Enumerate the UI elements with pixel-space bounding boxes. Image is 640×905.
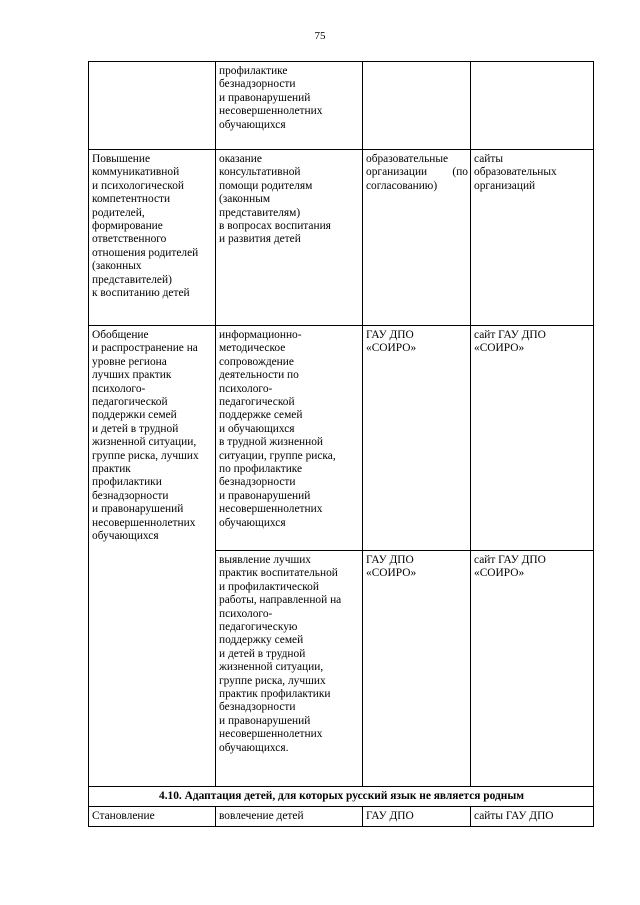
table-row xyxy=(89,326,594,551)
executor-line: образовательные xyxy=(366,153,449,165)
table-row xyxy=(89,787,594,807)
table-cell-measure: профилактике безнадзорности и правонарушений несовершеннолетних обучающихся xyxy=(216,62,363,150)
measures-table xyxy=(88,61,594,827)
table-cell-measure: оказание консультативной помощи родителям (законным представителям) в вопросах воспитания и развития детей xyxy=(216,150,363,326)
section-heading: 4.10. Адаптация детей, для которых русский язык не является родным xyxy=(89,787,594,807)
table-cell-activity: Обобщение и распространение на уровне региона лучших практик психолого- педагогической поддержки семей и детей в трудной жизненной ситуации, группе риска, лучших практик профилактики безнадзорности и правонарушений несовершеннолетних обучающихся xyxy=(89,326,216,787)
table-row xyxy=(89,62,594,150)
table-cell-executor: ГАУ ДПО «СОИРО» xyxy=(363,326,471,551)
table-cell-measure: вовлечение детей xyxy=(216,807,363,827)
executor-line: организации (по xyxy=(366,166,468,179)
table-row xyxy=(89,807,594,827)
table-cell-result: сайт ГАУ ДПО «СОИРО» xyxy=(471,326,594,551)
executor-line: согласованию) xyxy=(366,179,438,192)
table-cell-measure: выявление лучших практик воспитательной и профилактической работы, направленной на психолого- педагогическую поддержку семей и детей в трудной жизненной ситуации, группе риска, лучших практик профилактики безнадзорности и правонарушений несовершеннолетних обучающихся. xyxy=(216,551,363,787)
table-cell-measure: информационно- методическое сопровождение деятельности по психолого- педагогической поддержке семей и обучающихся в трудной жизненной ситуации, группе риска, по профилактике безнадзорности и правонарушений несовершеннолетних обучающихся xyxy=(216,326,363,551)
table-cell-executor xyxy=(363,62,471,150)
table-cell-result: сайт ГАУ ДПО «СОИРО» xyxy=(471,551,594,787)
table-cell-executor: ГАУ ДПО xyxy=(363,807,471,827)
table-cell-result: сайты образовательных организаций xyxy=(471,150,594,326)
table-cell-result: сайты ГАУ ДПО xyxy=(471,807,594,827)
table-row xyxy=(89,150,594,326)
table-cell-activity xyxy=(89,62,216,150)
table-cell-result xyxy=(471,62,594,150)
table-cell-executor: ГАУ ДПО «СОИРО» xyxy=(363,551,471,787)
page-number: 75 xyxy=(314,30,326,42)
table-cell-executor xyxy=(363,150,471,326)
table-cell-activity: Становление xyxy=(89,807,216,827)
table-cell-activity: Повышение коммуникативной и психологической компетентности родителей, формирование ответственного отношения родителей (законных представителей) к воспитанию детей xyxy=(89,150,216,326)
